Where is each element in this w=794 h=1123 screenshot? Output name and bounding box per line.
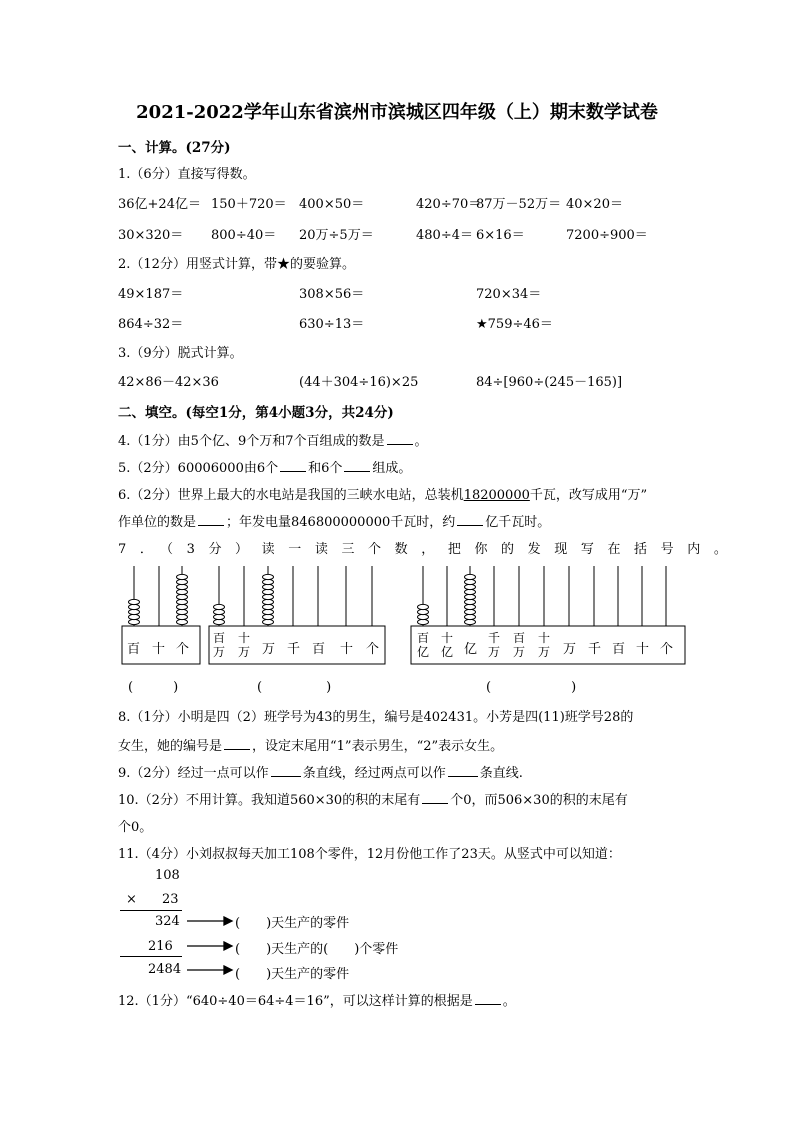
- q5-end: 组成。: [372, 461, 412, 476]
- paren-open: (: [128, 680, 134, 695]
- paren-close: ): [173, 680, 179, 695]
- q6-line2: [118, 511, 550, 530]
- q9-text-b: 条直线，经过两点可以作: [302, 766, 446, 781]
- q1-item: 40×20＝: [566, 197, 623, 212]
- section-2-heading: 二、填空。(每空1分，第4小题3分，共24分): [118, 405, 394, 421]
- abacus3-label: 十: [636, 642, 650, 657]
- q2-item: 308×56＝: [299, 287, 365, 302]
- q1-item: 20万÷5万＝: [299, 228, 374, 243]
- q8-text-c: ，设定末尾用“1”表示男生，“2”表示女生。: [252, 739, 504, 754]
- q11-answer-2[interactable]: ( )天生产的( )个零件: [235, 942, 399, 957]
- q11-partial-1: 324: [155, 914, 180, 929]
- q4-end: 。: [414, 434, 428, 449]
- q8-line2: [118, 735, 503, 754]
- abacus3-label: 个: [660, 642, 674, 657]
- q10-line1: [118, 789, 628, 808]
- q3-head: 3.（9分）脱式计算。: [118, 346, 243, 361]
- q5-text-b: 和6个: [308, 461, 343, 476]
- q10-text: 10.（2分）不用计算。我知道560×30的积的末尾有: [118, 793, 421, 808]
- q2-item: 630÷13＝: [299, 317, 365, 332]
- answer-blank[interactable]: [448, 764, 478, 777]
- abacus3-label: 万: [563, 642, 577, 657]
- q4: [118, 430, 428, 449]
- answer-blank[interactable]: [387, 432, 413, 445]
- paren-open: (: [486, 680, 492, 695]
- q1-item: 800÷40＝: [211, 228, 277, 243]
- section-1-heading: 一、计算。(27分): [118, 140, 231, 156]
- q3-item: 42×86－42×36: [118, 375, 219, 390]
- answer-blank[interactable]: [280, 459, 306, 472]
- abacus2-label: 百万: [213, 631, 226, 659]
- q4-text: 4.（1分）由5个亿、9个万和7个百组成的数是: [118, 434, 385, 449]
- q9: [118, 762, 523, 781]
- q11-rule: [120, 956, 182, 957]
- q7-head: 7．（3分）读一读三个数，把你的发现写在括号内。: [118, 542, 741, 557]
- answer-blank[interactable]: [422, 791, 448, 804]
- paren-open: (: [257, 680, 263, 695]
- q12-text: 12.（1分）“640÷40＝64÷4＝16”，可以这样计算的根据是: [118, 994, 473, 1009]
- q5: [118, 457, 411, 476]
- q2-item: 49×187＝: [118, 287, 184, 302]
- q2-item: ★759÷46＝: [476, 317, 553, 332]
- answer-blank[interactable]: [475, 992, 501, 1005]
- q5-text: 5.（2分）60006000由6个: [118, 461, 279, 476]
- q3-item: (44＋304÷16)×25: [299, 375, 419, 390]
- q6-text: 6.（2分）世界上最大的水电站是我国的三峡水电站，总装机: [118, 488, 464, 503]
- abacus-figures: [118, 560, 688, 700]
- q1-item: 36亿+24亿＝: [118, 197, 201, 212]
- q1-item: 7200÷900＝: [566, 228, 648, 243]
- abacus2-label: 百: [312, 642, 326, 657]
- q3-item: 84÷[960÷(245－165)]: [476, 375, 623, 390]
- abacus2-label: 十万: [238, 631, 251, 659]
- abacus1-label: 个: [176, 642, 190, 657]
- q6-line1: [118, 484, 647, 503]
- abacus1-label: 十: [152, 642, 166, 657]
- q11-head: 11.（4分）小刘叔叔每天加工108个零件，12月份他工作了23天。从竖式中可以知道：: [118, 847, 621, 862]
- abacus3-label: 十万: [538, 631, 551, 659]
- q1-head: 1.（6分）直接写得数。: [118, 167, 256, 182]
- abacus3-label: 百万: [513, 631, 526, 659]
- q1-item: 400×50＝: [299, 197, 365, 212]
- q10-line2: 个0。: [118, 820, 153, 835]
- q11-rule: [120, 910, 182, 911]
- abacus2-label: 个: [366, 642, 380, 657]
- q6-end: 亿千瓦时。: [485, 515, 551, 530]
- q6-number: 18200000: [463, 488, 530, 503]
- q6-text-b: 千瓦，改写成用“万”: [529, 488, 648, 503]
- abacus3-label: 亿: [464, 642, 478, 657]
- answer-blank[interactable]: [457, 513, 483, 526]
- q11-answer-3[interactable]: ( )天生产的零件: [235, 967, 350, 982]
- q12-end: 。: [502, 994, 516, 1009]
- q2-item: 720×34＝: [476, 287, 542, 302]
- abacus1-answer[interactable]: [128, 680, 178, 695]
- answer-blank[interactable]: [224, 737, 250, 750]
- abacus3-label: 百亿: [417, 631, 430, 659]
- q11-product: 2484: [148, 962, 182, 977]
- exam-title: 2021-2022学年山东省滨州市滨城区四年级（上）期末数学试卷: [136, 102, 658, 123]
- abacus3-label: 十亿: [441, 631, 454, 659]
- q2-head: 2.（12分）用竖式计算，带★的要验算。: [118, 257, 355, 272]
- q11-answer-1[interactable]: ( )天生产的零件: [235, 916, 350, 931]
- q12: [118, 990, 516, 1009]
- abacus1-label: 百: [127, 642, 141, 657]
- answer-blank[interactable]: [198, 513, 224, 526]
- q1-item: 420÷70＝: [416, 197, 482, 212]
- paren-close: ): [571, 680, 577, 695]
- q9-text: 9.（2分）经过一点可以作: [118, 766, 269, 781]
- q11-arrows: [186, 914, 234, 976]
- answer-blank[interactable]: [271, 764, 301, 777]
- q1-item: 87万－52万＝: [476, 197, 562, 212]
- q11-multiplier: 23: [162, 892, 179, 907]
- q10-text-b: 个0，而506×30的积的末尾有: [450, 793, 628, 808]
- paren-close: ): [326, 680, 332, 695]
- q1-item: 480÷4＝: [416, 228, 473, 243]
- q11-times-sign: ×: [126, 892, 137, 907]
- q11-multiplicand: 108: [155, 868, 180, 883]
- abacus2-label: 万: [262, 642, 276, 657]
- abacus3-label: 百: [612, 642, 626, 657]
- answer-blank[interactable]: [344, 459, 370, 472]
- q11-partial-2: 216: [148, 939, 173, 954]
- abacus2-label: 千: [287, 642, 301, 657]
- q8-line1: 8.（1分）小明是四（2）班学号为43的男生，编号是402431。小芳是四(11)班学号28的: [118, 710, 634, 725]
- q1-item: 30×320＝: [118, 228, 184, 243]
- q8-text-b: 女生，她的编号是: [118, 739, 223, 754]
- abacus3-label: 千万: [488, 631, 501, 659]
- abacus2-answer[interactable]: [257, 680, 331, 695]
- abacus3-label: 千: [588, 642, 602, 657]
- abacus2-label: 十: [340, 642, 354, 657]
- q2-item: 864÷32＝: [118, 317, 184, 332]
- q1-item: 6×16＝: [476, 228, 525, 243]
- q6-text-d: ；年发电量846800000000千瓦时，约: [226, 515, 456, 530]
- q1-item: 150＋720＝: [211, 197, 287, 212]
- abacus3-answer[interactable]: [486, 680, 576, 695]
- q9-end: 条直线.: [479, 766, 523, 781]
- q6-text-c: 作单位的数是: [118, 515, 197, 530]
